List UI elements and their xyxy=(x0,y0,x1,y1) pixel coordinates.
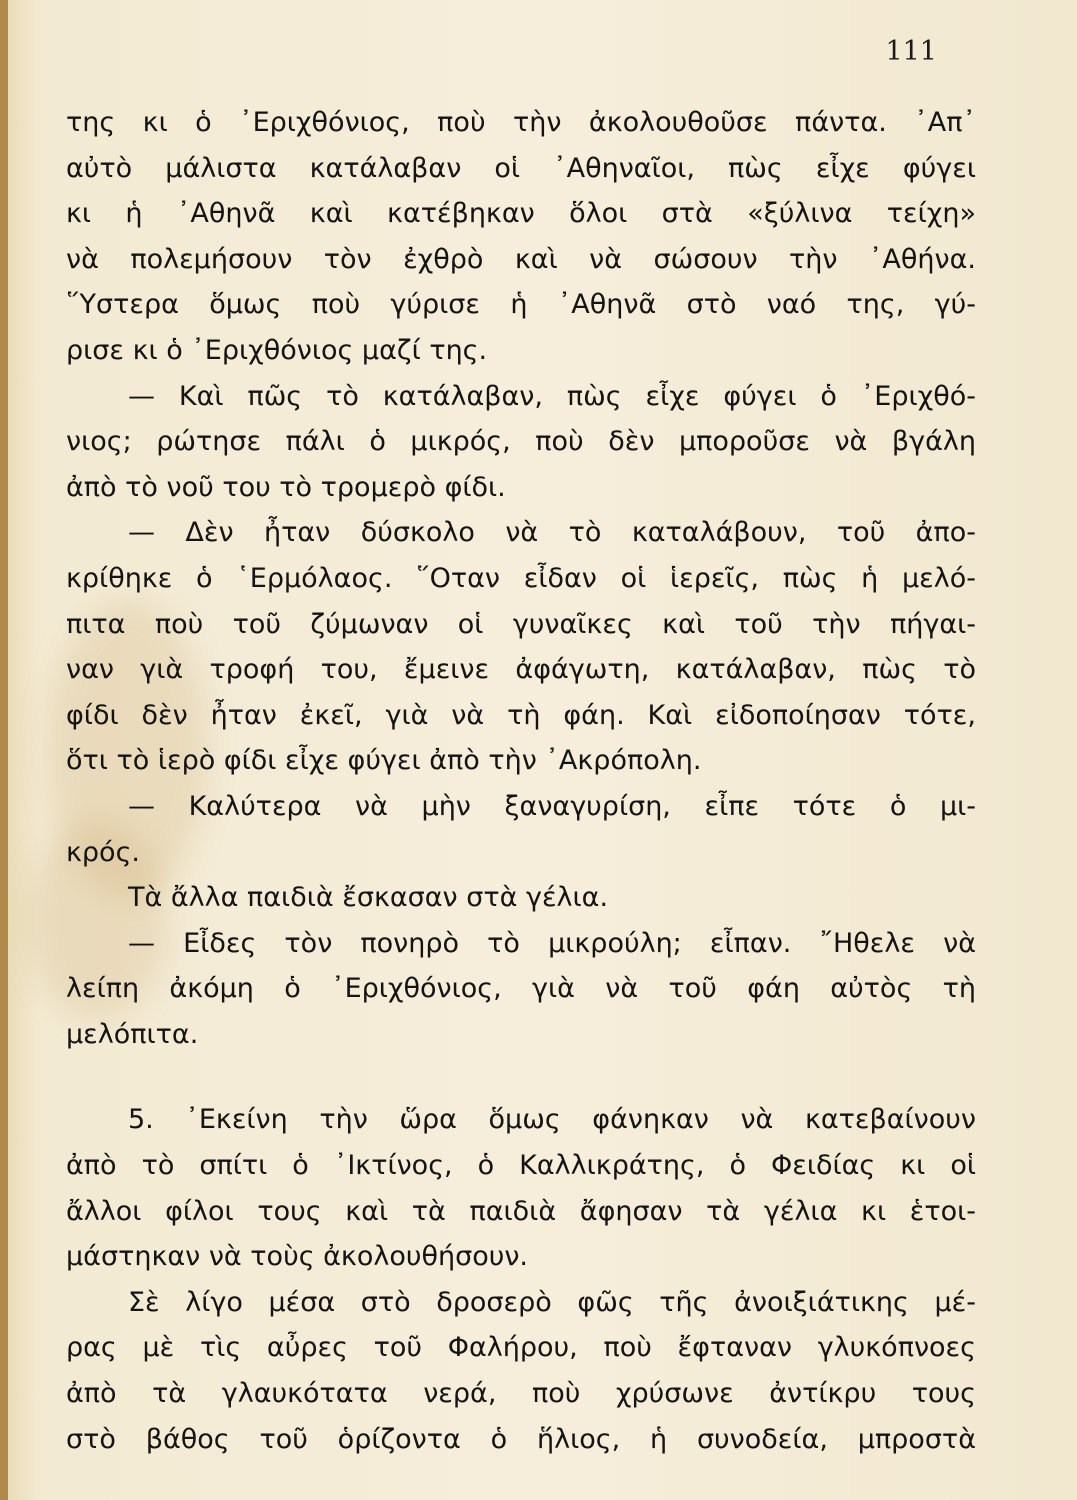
text-line: μελόπιτα. xyxy=(66,1018,199,1050)
text-line: της κι ὁ ᾿Εριχθόνιος, ποὺ τὴν ἀκολουθοῦσε πάντα. ᾿Απ᾿ xyxy=(66,107,976,138)
text-line: νὰ πολεμήσουν τὸν ἐχθρὸ καὶ νὰ σώσουν τὴν ᾿Αθήνα. xyxy=(66,243,976,275)
text-line: Σὲ λίγο μέσα στὸ δροσερὸ φῶς τῆς ἀνοιξιάτικης μέ- xyxy=(128,1286,976,1318)
text-line: ἀπὸ τὸ νοῦ του τὸ τρομερὸ φίδι. xyxy=(66,471,506,503)
text-line: αὐτὸ μάλιστα κατάλαβαν οἱ ᾿Αθηναῖοι, πὼς εἶχε φύγει xyxy=(66,152,976,184)
page-number: 111 xyxy=(885,36,937,67)
text-line: — Καὶ πῶς τὸ κατάλαβαν, πὼς εἶχε φύγει ὁ ᾿Εριχθό- xyxy=(128,380,976,412)
text-line: νιος; ρώτησε πάλι ὁ μικρός, ποὺ δὲν μποροῦσε νὰ βγάλη xyxy=(66,426,976,458)
text-line: — Καλύτερα νὰ μὴν ξαναγυρίση, εἶπε τότε ὁ μι- xyxy=(128,790,976,822)
book-page xyxy=(8,0,1077,1500)
text-line: 5. ᾿Εκείνη τὴν ὥρα ὅμως φάνηκαν νὰ κατεβαίνουν xyxy=(128,1104,976,1136)
text-line: λείπη ἀκόμη ὁ ᾿Εριχθόνιος, γιὰ νὰ τοῦ φάη αὐτὸς τὴ xyxy=(66,973,976,1005)
text-line: — Εἶδες τὸν πονηρὸ τὸ μικρούλη; εἶπαν. ῎Ηθελε νὰ xyxy=(128,927,976,959)
text-line: ρισε κι ὁ ᾿Εριχθόνιος μαζί της. xyxy=(66,334,488,366)
text-line: πιτα ποὺ τοῦ ζύμωναν οἱ γυναῖκες καὶ τοῦ τὴν πήγαι- xyxy=(66,608,976,640)
text-line: ρας μὲ τὶς αὖρες τοῦ Φαλήρου, ποὺ ἔφταναν γλυκόπνοες xyxy=(66,1332,976,1364)
body-text xyxy=(66,100,976,1462)
text-line: ἀπὸ τὰ γλαυκότατα νερά, ποὺ χρύσωνε ἀντίκρυ τους xyxy=(66,1378,976,1410)
text-line: Τὰ ἄλλα παιδιὰ ἔσκασαν στὰ γέλια. xyxy=(128,882,609,914)
text-line: ναν γιὰ τροφή του, ἔμεινε ἀφάγωτη, κατάλαβαν, πὼς τὸ xyxy=(66,654,976,686)
text-line: ῞Υστερα ὅμως ποὺ γύρισε ἡ ᾿Αθηνᾶ στὸ ναό της, γύ- xyxy=(66,289,976,321)
text-line: κρός. xyxy=(66,836,140,868)
text-line: ἄλλοι φίλοι τους καὶ τὰ παιδιὰ ἄφησαν τὰ γέλια κι ἑτοι- xyxy=(66,1195,976,1227)
text-line: κρίθηκε ὁ ῾Ερμόλαος. ῞Οταν εἶδαν οἱ ἱερεῖς, πὼς ἡ μελό- xyxy=(66,562,976,594)
text-line: μάστηκαν νὰ τοὺς ἀκολουθήσουν. xyxy=(66,1241,529,1273)
section-gap xyxy=(66,1057,976,1097)
text-line: φίδι δὲν ἦταν ἐκεῖ, γιὰ νὰ τὴ φάη. Καὶ εἰδοποίησαν τότε, xyxy=(66,699,976,731)
text-line: ἀπὸ τὸ σπίτι ὁ ᾿Ικτίνος, ὁ Καλλικράτης, ὁ Φειδίας κι οἱ xyxy=(66,1150,976,1182)
text-line: ὅτι τὸ ἱερὸ φίδι εἶχε φύγει ἀπὸ τὴν ᾿Ακρόπολη. xyxy=(66,745,702,777)
text-line: — Δὲν ἦταν δύσκολο νὰ τὸ καταλάβουν, τοῦ ἀπο- xyxy=(128,517,976,549)
text-line: στὸ βάθος τοῦ ὁρίζοντα ὁ ἥλιος, ἡ συνοδεία, μπροστὰ xyxy=(66,1423,976,1455)
text-line: κι ἡ ᾿Αθηνᾶ καὶ κατέβηκαν ὅλοι στὰ «ξύλινα τείχη» xyxy=(66,198,976,230)
